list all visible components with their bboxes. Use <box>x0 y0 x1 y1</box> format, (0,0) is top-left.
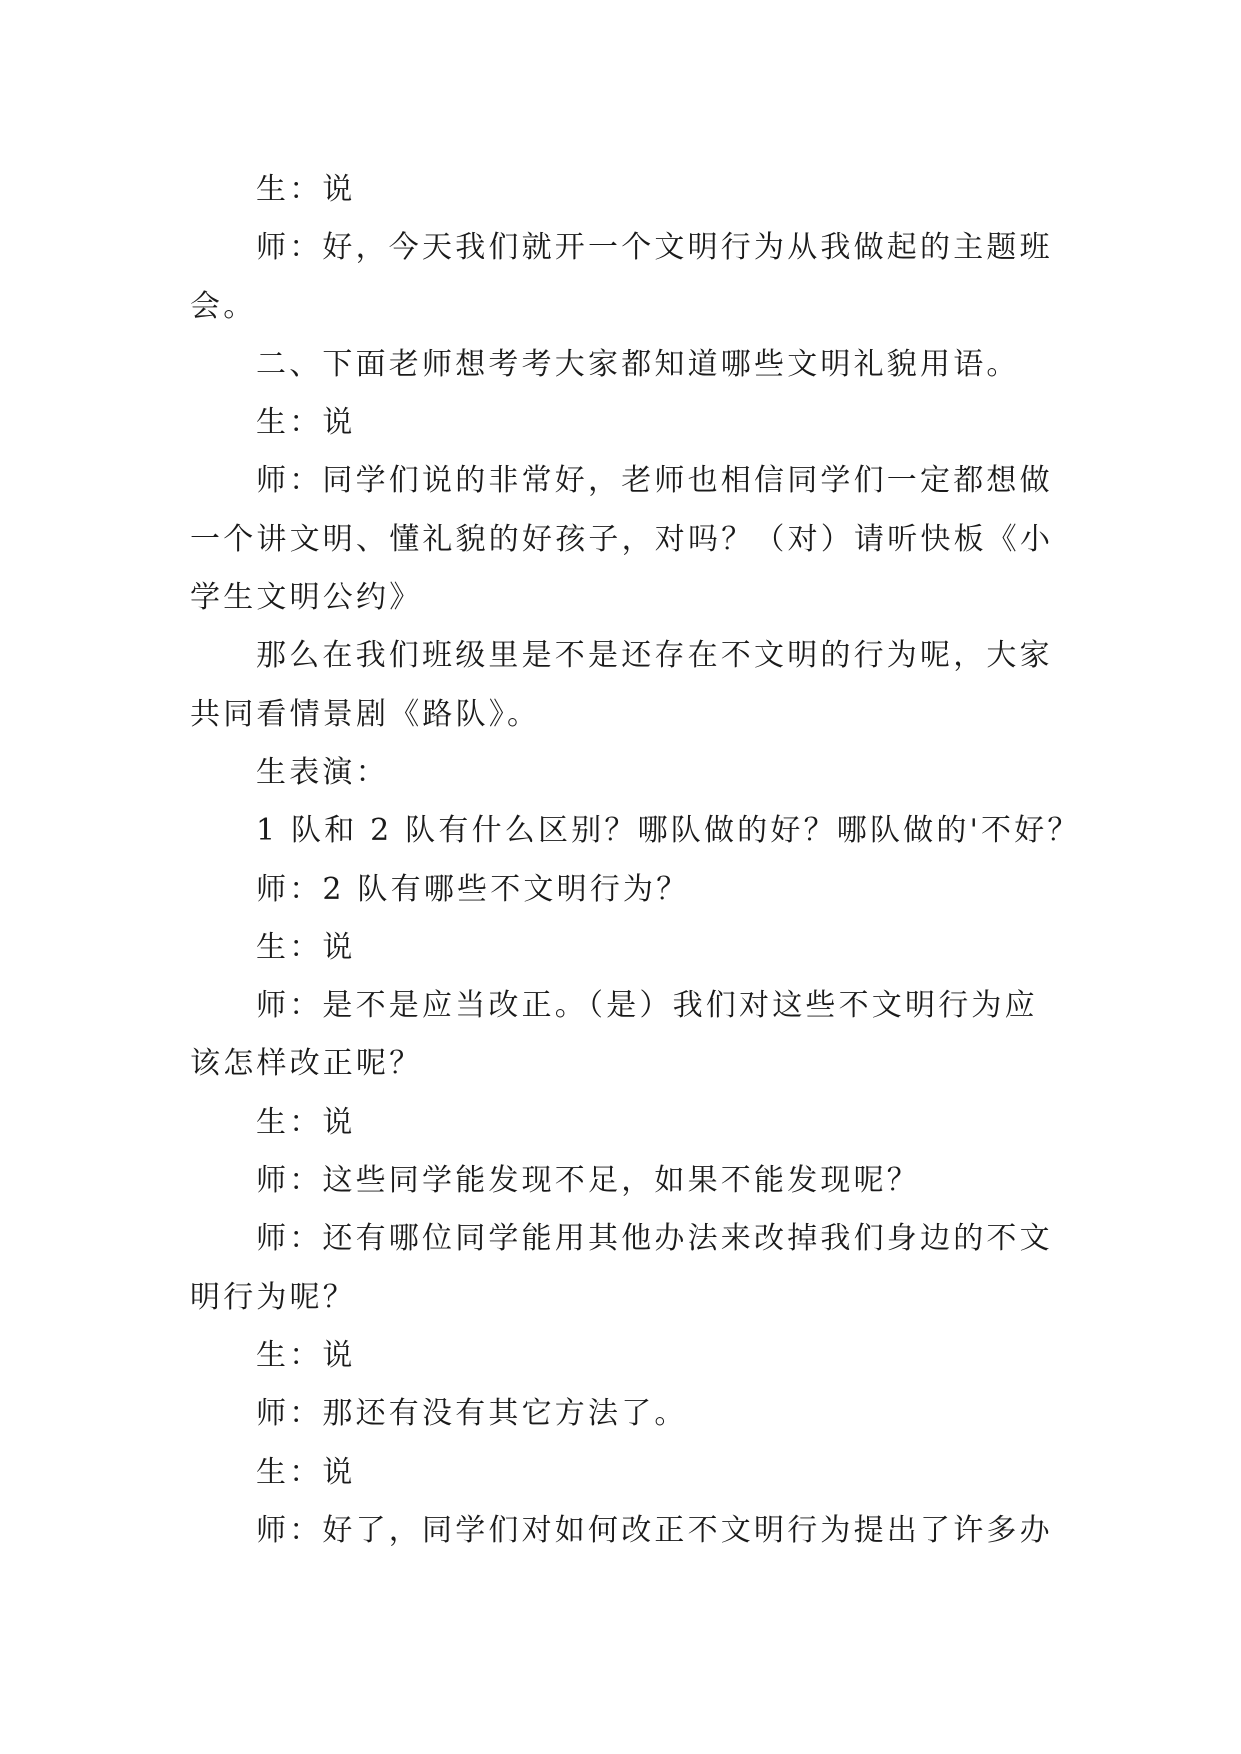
text-line: 师：好了，同学们对如何改正不文明行为提出了许多办 <box>256 1512 1053 1548</box>
text-line: 1 队和 2 队有什么区别？哪队做的好？哪队做的'不好？ <box>256 813 1081 849</box>
text-line: 师：好，今天我们就开一个文明行为从我做起的主题班 <box>256 230 1053 266</box>
text-line: 生：说 <box>256 172 356 207</box>
text-line: 该怎样改正呢？ <box>190 1046 423 1082</box>
text-line: 师：2 队有哪些不文明行为？ <box>256 871 690 907</box>
text-line: 共同看情景剧《路队》。 <box>190 696 541 732</box>
text-line: 明行为呢？ <box>190 1279 356 1315</box>
text-line: 生：说 <box>256 405 356 441</box>
text-line: 师：这些同学能发现不足，如果不能发现呢？ <box>256 1163 920 1199</box>
text-line: 二、下面老师想考考大家都知道哪些文明礼貌用语。 <box>256 346 1020 382</box>
text-line: 学生文明公约》 <box>190 580 423 616</box>
text-line: 生：说 <box>256 1104 356 1140</box>
text-line: 师：那还有没有其它方法了。 <box>256 1396 688 1432</box>
text-line: 师：还有哪位同学能用其他办法来改掉我们身边的不文 <box>256 1221 1053 1257</box>
text-line: 生：说 <box>256 1454 356 1490</box>
text-line: 师：是不是应当改正。（是）我们对这些不文明行为应 <box>256 988 1038 1024</box>
text-line: 生表演： <box>256 754 389 790</box>
text-line: 生：说 <box>256 929 356 965</box>
text-line: 生：说 <box>256 1337 356 1373</box>
document-body <box>190 161 1081 1560</box>
text-line: 师：同学们说的非常好，老师也相信同学们一定都想做 <box>256 463 1053 499</box>
text-line: 会。 <box>190 288 257 324</box>
text-line: 一个讲文明、懂礼貌的好孩子，对吗？（对）请听快板《小 <box>190 521 1054 557</box>
text-line: 那么在我们班级里是不是还存在不文明的行为呢，大家 <box>256 638 1053 674</box>
